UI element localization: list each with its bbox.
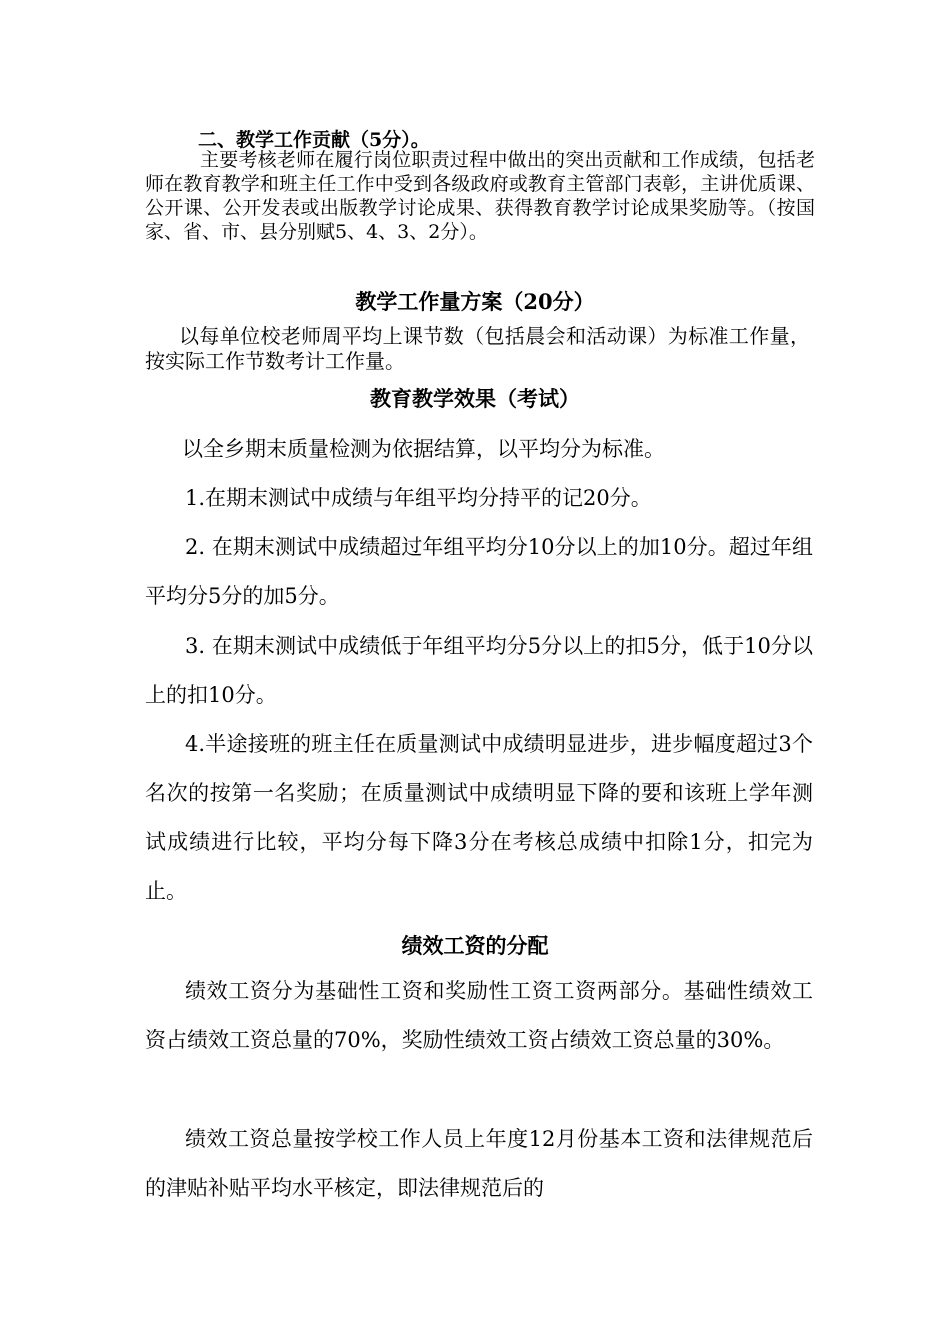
paragraph-salary-2: 绩效工资总量按学校工作人员上年度12月份基本工资和法律规范后的津贴补贴平均水平核定，即法律规范后的 xyxy=(145,1127,813,1200)
section-heading-workload: 教学工作量方案（20分） xyxy=(355,289,595,314)
section-heading-teaching-contribution: 二、教学工作贡献（5分）。 xyxy=(198,129,430,151)
section-heading-teaching-effect: 教育教学效果（考试） xyxy=(370,386,580,411)
list-item-effect-1: 1.在期末测试中成绩与年组平均分持平的记20分。 xyxy=(185,486,652,510)
list-item-effect-4: 4.半途接班的班主任在质量测试中成绩明显进步，进步幅度超过3个名次的按第一名奖励；在质量测试中成绩明显下降的要和该班上学年测试成绩进行比较，平均分每下降3分在考核总成绩中扣除1分，扣完为止。 xyxy=(145,732,813,903)
paragraph-effect-intro: 以全乡期末质量检测为依据结算，以平均分为标准。 xyxy=(182,437,665,461)
section-heading-salary-distribution: 绩效工资的分配 xyxy=(401,933,549,958)
paragraph-teaching-contribution: 主要考核老师在履行岗位职责过程中做出的突出贡献和工作成绩，包括老师在教育教学和班主任工作中受到各级政府或教育主管部门表彰，主讲优质课、公开课、公开发表或出版教学讨论成果、获得教育教学讨论成果奖励等。（按国家、省、市、县分别赋5、4、3、2分）。 xyxy=(145,149,815,243)
paragraph-workload: 以每单位校老师周平均上课节数（包括晨会和活动课）为标准工作量，按实际工作节数考计工作量。 xyxy=(145,324,810,373)
list-item-effect-3: 3. 在期末测试中成绩低于年组平均分5分以上的扣5分，低于10分以上的扣10分。 xyxy=(145,634,813,707)
paragraph-salary-1: 绩效工资分为基础性工资和奖励性工资工资两部分。基础性绩效工资占绩效工资总量的70%，奖励性绩效工资占绩效工资总量的30%。 xyxy=(145,979,813,1052)
list-item-effect-2: 2. 在期末测试中成绩超过年组平均分10分以上的加10分。超过年组平均分5分的加5分。 xyxy=(145,535,813,608)
